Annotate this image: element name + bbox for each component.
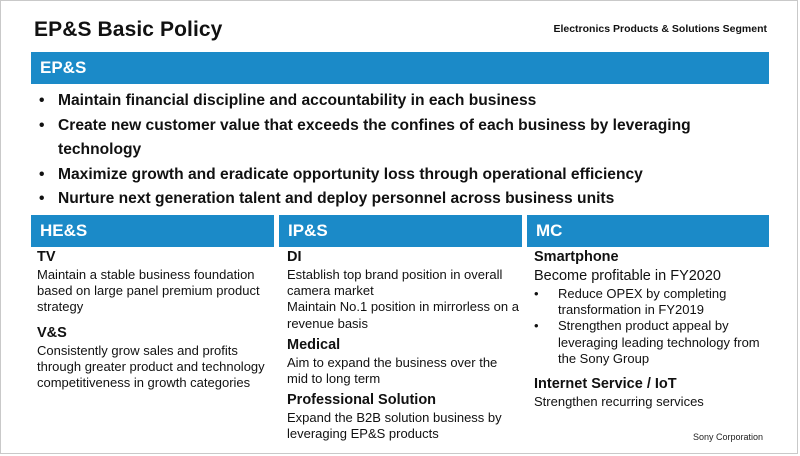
page-title: EP&S Basic Policy bbox=[34, 18, 223, 41]
segment-label: Electronics Products & Solutions Segment bbox=[553, 23, 767, 35]
mc-column bbox=[534, 248, 768, 410]
eps-policy-list bbox=[39, 89, 764, 212]
list-item-text: Maintain financial discipline and accountability in each business bbox=[58, 92, 537, 109]
smartphone-goal: Become profitable in FY2020 bbox=[534, 268, 721, 284]
di-text-2: Maintain No.1 position in mirrorless on a revenue basis bbox=[287, 299, 519, 331]
professional-solution-heading: Professional Solution bbox=[287, 392, 437, 409]
list-item-text: Create new customer value that exceeds the confines of each business by leveraging technology bbox=[58, 116, 691, 158]
medical-text: Aim to expand the business over the mid to long term bbox=[287, 354, 498, 387]
di-heading: DI bbox=[287, 249, 302, 265]
list-item bbox=[39, 163, 764, 188]
di-text-1: Establish top brand position in overall camera market bbox=[287, 267, 503, 299]
vs-text: Consistently grow sales and profits through greater product and technology competitiveness in growth categories bbox=[37, 342, 265, 391]
tv-heading: TV bbox=[37, 249, 56, 265]
bullet-icon: • bbox=[39, 190, 45, 207]
medical-heading: Medical bbox=[287, 336, 341, 353]
smartphone-list bbox=[534, 286, 768, 367]
list-item-text: Maximize growth and eradicate opportunity loss through operational efficiency bbox=[58, 165, 643, 183]
mc-header-label: MC bbox=[536, 221, 563, 240]
list-item bbox=[534, 318, 768, 367]
list-item bbox=[39, 114, 764, 163]
hes-header-label: HE&S bbox=[40, 221, 88, 240]
eps-header-bar bbox=[31, 52, 769, 84]
hes-column bbox=[37, 248, 273, 391]
list-item-text: Strengthen product appeal by leveraging leading technology from the Sony Group bbox=[558, 318, 760, 366]
tv-text: Maintain a stable business foundation based on large panel premium product strategy bbox=[37, 267, 260, 315]
bullet-icon: • bbox=[39, 116, 45, 134]
list-item bbox=[39, 187, 764, 212]
professional-solution-text: Expand the B2B solution business by leveraging EP&S products bbox=[287, 410, 502, 442]
footer-company: Sony Corporation bbox=[692, 432, 763, 442]
list-item-text: Reduce OPEX by completing transformation in FY2019 bbox=[558, 286, 727, 318]
ips-header-bar bbox=[279, 215, 522, 247]
internet-service-text: Strengthen recurring services bbox=[534, 394, 704, 410]
eps-header-label: EP&S bbox=[40, 58, 87, 77]
bullet-icon: • bbox=[39, 92, 45, 109]
hes-header-bar bbox=[31, 215, 274, 247]
bullet-icon: • bbox=[534, 318, 539, 334]
bullet-icon: • bbox=[39, 165, 45, 183]
vs-heading: V&S bbox=[37, 324, 67, 341]
ips-header-label: IP&S bbox=[288, 221, 328, 240]
smartphone-heading: Smartphone bbox=[534, 249, 619, 265]
list-item bbox=[39, 89, 764, 114]
ips-column bbox=[287, 248, 519, 443]
bullet-icon: • bbox=[534, 286, 539, 301]
list-item bbox=[534, 286, 768, 318]
mc-header-bar bbox=[527, 215, 769, 247]
internet-service-heading: Internet Service / IoT bbox=[534, 376, 677, 393]
list-item-text: Nurture next generation talent and deploy personnel across business units bbox=[58, 190, 615, 207]
